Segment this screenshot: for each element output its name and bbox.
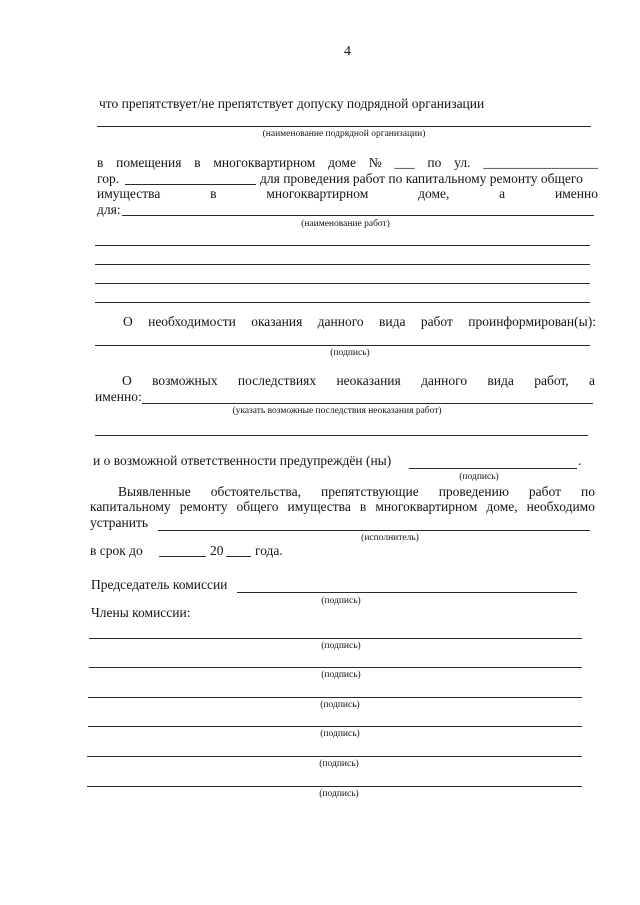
consequences-blank-line <box>95 435 588 436</box>
row-property: имущества в многоквартирном доме, а именно <box>97 186 598 201</box>
row-deadline-year: 20 <box>210 543 224 558</box>
contractor-line <box>97 126 591 127</box>
consequences-line <box>142 403 593 404</box>
chairman-label: Председатель комиссии <box>91 577 228 592</box>
member-line-2 <box>89 667 582 668</box>
works-blank-line-4 <box>95 302 590 303</box>
caption-consequences: (указать возможные последствия неоказания работ) <box>232 406 442 416</box>
executor-line <box>158 530 590 531</box>
caption-member-signature-2: (подпись) <box>321 670 361 680</box>
row-premises: в помещения в многоквартирном доме № ___ по ул. _________________ <box>97 155 598 170</box>
works-blank-line-1 <box>95 245 590 246</box>
caption-chairman-signature: (подпись) <box>321 596 361 606</box>
members-label: Члены комиссии: <box>91 605 191 620</box>
row-deadline-prefix: в срок до <box>90 543 143 558</box>
caption-informed-signature: (подпись) <box>330 348 370 358</box>
row-for: для: <box>97 202 121 217</box>
row-namely: именно: <box>95 389 142 404</box>
deadline-year-line <box>226 556 251 557</box>
caption-warned-signature: (подпись) <box>459 472 499 482</box>
member-line-6 <box>87 786 582 787</box>
row-deadline-suffix: года. <box>255 543 283 558</box>
member-line-1 <box>89 638 582 639</box>
city-line <box>125 184 256 185</box>
deadline-date-line <box>159 556 206 557</box>
caption-works: (наименование работ) <box>301 219 390 229</box>
row-eliminate: устранить <box>90 515 149 530</box>
row-city-prefix: гор. <box>97 171 120 186</box>
caption-member-signature-1: (подпись) <box>321 641 361 651</box>
row-informed: О необходимости оказания данного вида работ проинформирован(ы): <box>123 314 596 329</box>
member-line-4 <box>88 726 582 727</box>
page-number: 4 <box>344 44 351 59</box>
works-blank-line-3 <box>95 283 590 284</box>
caption-member-signature-5: (подпись) <box>319 759 359 769</box>
caption-member-signature-6: (подпись) <box>319 789 359 799</box>
warned-period: . <box>578 453 582 468</box>
caption-contractor: (наименование подрядной организации) <box>262 129 426 139</box>
works-line <box>122 215 594 216</box>
member-line-5 <box>87 756 582 757</box>
row-revealed-2: капитальному ремонту общего имущества в многоквартирном доме, необходимо <box>90 499 595 514</box>
row-revealed-1: Выявленные обстоятельства, препятствующие проведению работ по <box>118 484 595 499</box>
works-blank-line-2 <box>95 264 590 265</box>
warned-signature-line <box>409 468 577 469</box>
caption-member-signature-3: (подпись) <box>320 700 360 710</box>
row-warned: и о возможной ответственности предупреждён (ны) <box>93 453 392 468</box>
row-consequences: О возможных последствиях неоказания данного вида работ, а <box>122 373 595 388</box>
informed-signature-line <box>95 345 590 346</box>
caption-member-signature-4: (подпись) <box>320 729 360 739</box>
intro-line: что препятствует/не препятствует допуску подрядной организации <box>99 96 485 111</box>
member-line-3 <box>88 697 582 698</box>
chairman-signature-line <box>237 592 577 593</box>
caption-executor: (исполнитель) <box>361 533 419 543</box>
row-city-suffix: для проведения работ по капитальному ремонту общего <box>260 171 583 186</box>
